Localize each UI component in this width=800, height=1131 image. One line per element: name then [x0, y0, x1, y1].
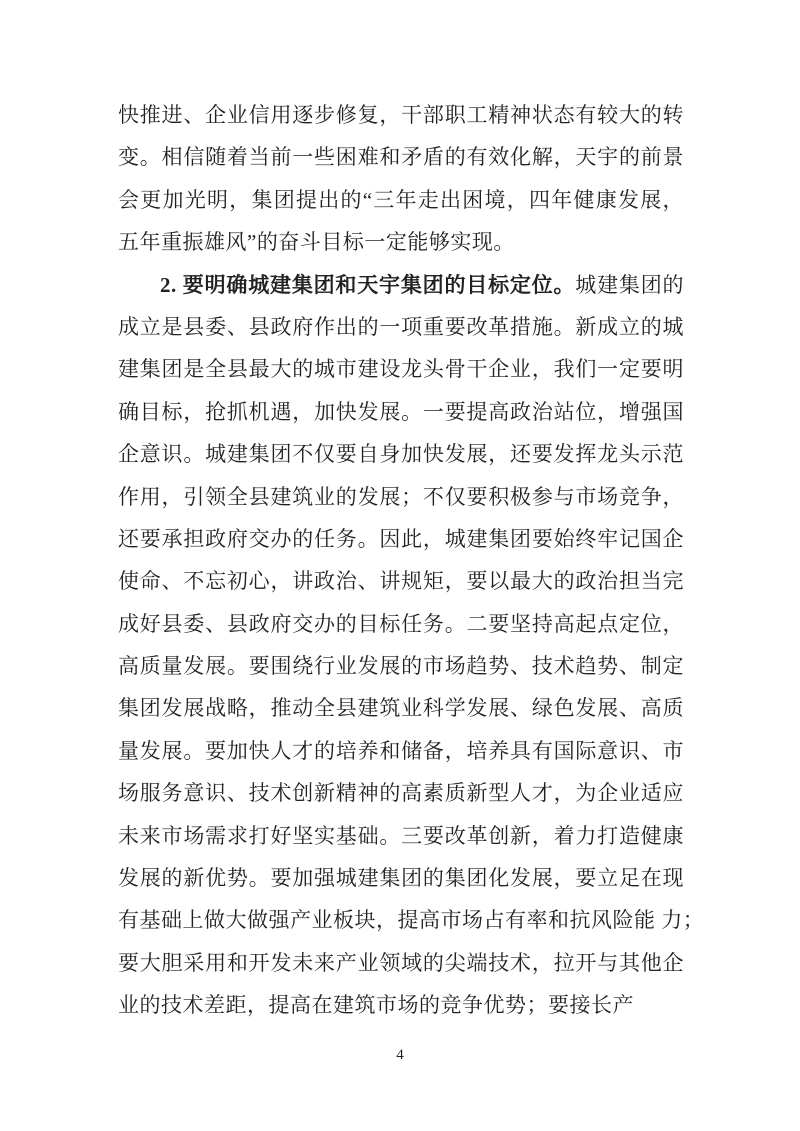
line-text: 高质量发展。要围绕行业发展的市场趋势、技术趋势、制定 — [118, 654, 684, 679]
page-number: 4 — [396, 1047, 404, 1063]
text-line — [118, 857, 684, 899]
text-line — [118, 94, 684, 136]
text-line — [118, 179, 684, 221]
text-line — [118, 603, 684, 645]
line-text: 快推进、企业信用逐步修复，干部职工精神状态有较大的转 — [118, 103, 684, 127]
heading-bold-text: 2. 要明确城建集团和天宇集团的目标定位。 — [160, 272, 576, 297]
text-line — [118, 518, 684, 560]
line-text: 使命、不忘初心，讲政治、讲规矩，要以最大的政治担当完 — [118, 569, 684, 594]
text-line — [118, 264, 684, 306]
line-text: 确目标，抢抓机遇，加快发展。一要提高政治站位，增强国 — [118, 399, 684, 424]
text-line — [118, 221, 684, 263]
text-line — [118, 476, 684, 518]
text-line — [118, 306, 684, 348]
text-line — [118, 433, 684, 475]
line-text: 变。相信随着当前一些困难和矛盾的有效化解，天宇的前景 — [118, 145, 684, 170]
text-line — [118, 348, 684, 390]
text-line — [118, 560, 684, 602]
text-line — [118, 687, 684, 729]
line-text: 场服务意识、技术创新精神的高素质新型人才，为企业适应 — [118, 781, 684, 806]
line-text: 建集团是全县最大的城市建设龙头骨干企业，我们一定要明 — [118, 357, 684, 382]
line-text: 业的技术差距，提高在建筑市场的竞争优势；要接长产 — [118, 993, 634, 1018]
text-line — [118, 942, 684, 984]
line-text: 量发展。要加快人才的培养和储备，培养具有国际意识、市 — [118, 738, 684, 763]
line-text: 未来市场需求打好坚实基础。三要改革创新，着力打造健康 — [118, 823, 684, 848]
text-line — [118, 772, 684, 814]
line-text: 城建集团的 — [575, 272, 684, 297]
line-text: 发展的新优势。要加强城建集团的集团化发展，要立足在现 — [118, 866, 684, 891]
line-text: 五年重振雄风”的奋斗目标一定能够实现。 — [118, 230, 515, 255]
line-text: 会更加光明，集团提出的“三年走出困境，四年健康发展， — [118, 187, 684, 212]
text-line — [118, 899, 705, 941]
document-body — [118, 94, 705, 1027]
line-text: 企意识。城建集团不仅要自身加快发展，还要发挥龙头示范 — [118, 442, 684, 467]
line-text: 成立是县委、县政府作出的一项重要改革措施。新成立的城 — [118, 314, 684, 339]
line-text: 有基础上做大做强产业板块，提高市场占有率和抗风险能 力； — [118, 908, 705, 933]
text-line — [118, 136, 684, 178]
line-text: 作用，引领全县建筑业的发展；不仅要积极参与市场竞争， — [118, 484, 684, 509]
text-line — [118, 645, 684, 687]
line-text: 成好县委、县政府交办的目标任务。二要坚持高起点定位， — [118, 611, 684, 636]
line-text: 还要承担政府交办的任务。因此，城建集团要始终牢记国企 — [118, 526, 684, 551]
text-line — [118, 391, 684, 433]
line-text: 要大胆采用和开发未来产业领域的尖端技术，拉开与其他企 — [118, 950, 684, 975]
text-line — [118, 984, 684, 1026]
text-line — [118, 815, 684, 857]
text-line — [118, 730, 684, 772]
line-text: 集团发展战略，推动全县建筑业科学发展、绿色发展、高质 — [118, 696, 684, 721]
